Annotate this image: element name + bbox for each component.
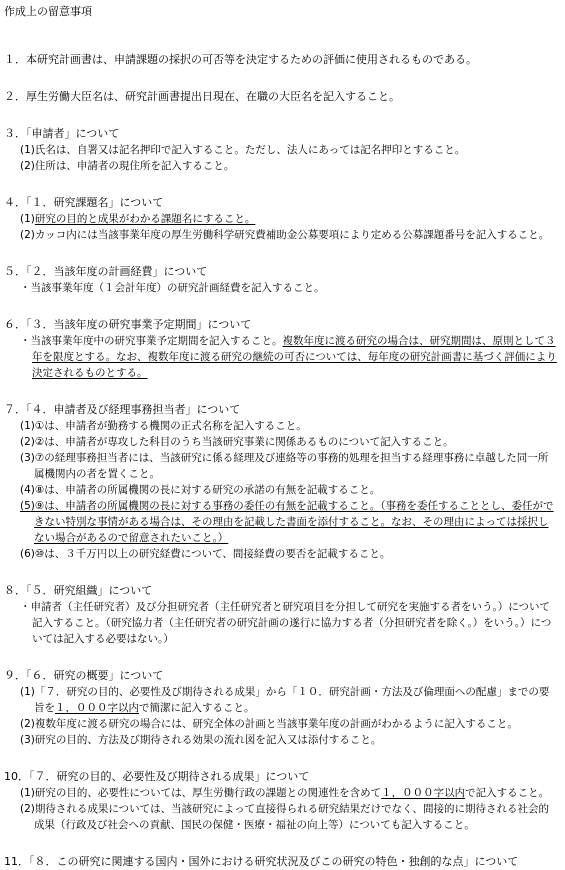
list-item: (1)①は、申請者が勤務する機関の正式名称を記入すること。 xyxy=(20,420,307,432)
item-prefix: (1) xyxy=(20,213,35,225)
list-item: (2)②は、申請者が専攻した科目のうち当該研究事業に関係あるものについて記入すること。 xyxy=(20,436,454,448)
section-5 xyxy=(4,264,557,296)
section-7 xyxy=(4,402,557,562)
section-3 xyxy=(4,126,557,174)
list-item: (4)⑧は、申請者の所属機関の長に対する研究の承諾の有無を記載すること。 xyxy=(20,484,381,496)
plain-text: で記入すること。 xyxy=(465,787,550,799)
section-11 xyxy=(4,854,557,870)
section-heading: ４．「１．研究課題名」について xyxy=(4,196,164,209)
underlined-text: 研究の目的と成果がわかる課題名にすること。 xyxy=(34,213,256,225)
section-heading: ３．「申請者」について xyxy=(4,127,120,140)
section-heading: ５．「２．当該年度の計画経費」について xyxy=(4,265,208,278)
plain-text: (1)「７．研究の目的、必要性及び期待される成果」から「１０．研究計画・方法及び倫理面への配慮」までの要旨を xyxy=(20,686,550,714)
list-item xyxy=(4,333,557,381)
section-8 xyxy=(4,583,557,647)
document-title: 作成上の留意事項 xyxy=(4,5,92,18)
underlined-text: １，０００字以内 xyxy=(381,787,466,799)
plain-text: (1)研究の目的、必要性については、厚生労働行政の課題との関連性を含めて xyxy=(20,787,382,799)
section-heading: ２．厚生労働大臣名は、研究計画書提出日現在、在職の大臣名を記入すること。 xyxy=(4,90,400,103)
list-item: (2)複数年度に渡る研究の場合には、研究全体の計画と当該事業年度の計画がわかるように記入すること。 xyxy=(20,718,518,730)
list-item: (1)氏名は、自署又は記名押印で記入すること。ただし、法人にあっては記名押印とすること。 xyxy=(20,144,466,156)
plain-text: で簡潔に記入すること。 xyxy=(139,702,255,714)
section-heading: ７．「４．申請者及び経理事務担当者」について xyxy=(4,403,241,416)
section-heading: 11．「８．この研究に関連する国内・国外における研究状況及びこの研究の特色・独創的な点」について xyxy=(4,855,519,868)
list-item: (6)⑩は、３千万円以上の研究経費について、間接経費の要否を記載すること。 xyxy=(20,548,391,560)
section-4 xyxy=(4,195,557,243)
list-item: (2)期待される成果については、当該研究によって直接得られる研究結果だけでなく、間接的に期待される社会的成果（行政及び社会への貢献、国民の保健・医療・福祉の向上等）についても記入すること。 xyxy=(20,803,549,831)
list-item: (2)カッコ内には当該事業年度の厚生労働科学研究費補助金公募要項により定める公募課題番号を記入すること。 xyxy=(20,229,550,241)
list-item: ・当該事業年度（１会計年度）の研究計画経費を記入すること。 xyxy=(20,282,325,294)
underlined-text: (5)⑨は、申請者の所属機関の長に対する事務の委任の有無を記載すること。（事務を委任することとし、委任ができない特別な事情がある場合は、その理由を記載した書面を添付すること。なお、その理由によっては採択しない場合があるので留意されたいこと。） xyxy=(20,500,554,544)
section-2 xyxy=(4,89,557,105)
list-item: (2)住所は、申請者の現住所を記入すること。 xyxy=(20,160,235,172)
section-10 xyxy=(4,769,557,833)
underlined-text: １，０００字以内 xyxy=(55,702,139,714)
section-heading: ９．「６．研究の概要」について xyxy=(4,669,164,682)
section-heading: １．本研究計画書は、申請課題の採択の可否等を決定するための評価に使用されるものである。 xyxy=(4,53,477,66)
list-item: (3)研究の目的、方法及び期待される効果の流れ図を記入又は添付すること。 xyxy=(20,734,382,746)
list-item xyxy=(4,211,557,227)
section-1 xyxy=(4,52,557,68)
list-item: ・申請者（主任研究者）及び分担研究者（主任研究者と研究項目を分担して研究を実施する者をいう。）について記入すること。（研究協力者（主任研究者の研究計画の遂行に協力する者（分担研究者を除く。）をいう。）については記入する必要はない。） xyxy=(20,601,552,645)
section-heading: 10．「７．研究の目的、必要性及び期待される成果」について xyxy=(4,770,310,783)
list-item xyxy=(4,785,557,801)
section-heading: ６．「３．当該年度の研究事業予定期間」について xyxy=(4,318,252,331)
plain-text: ・当該事業年度中の研究事業予定期間を記入すること。 xyxy=(20,335,283,347)
list-item xyxy=(4,684,557,716)
section-heading: ８．「５．研究組織」について xyxy=(4,584,153,597)
list-item: (3)⑦の経理事務担当者には、当該研究に係る経理及び連絡等の事務的処理を担当する経理事務に卓越した同一所属機関内の者を置くこと。 xyxy=(20,452,549,480)
section-6 xyxy=(4,317,557,381)
underlined-text: 複数年度に渡る研究の場合は、研究期間は、原則として３年を限度とする。なお、複数年度に渡る研究の継続の可否については、毎年度の研究計画書に基づく評価により決定されるものとする。 xyxy=(32,335,557,379)
section-9 xyxy=(4,668,557,748)
list-item xyxy=(4,498,557,546)
